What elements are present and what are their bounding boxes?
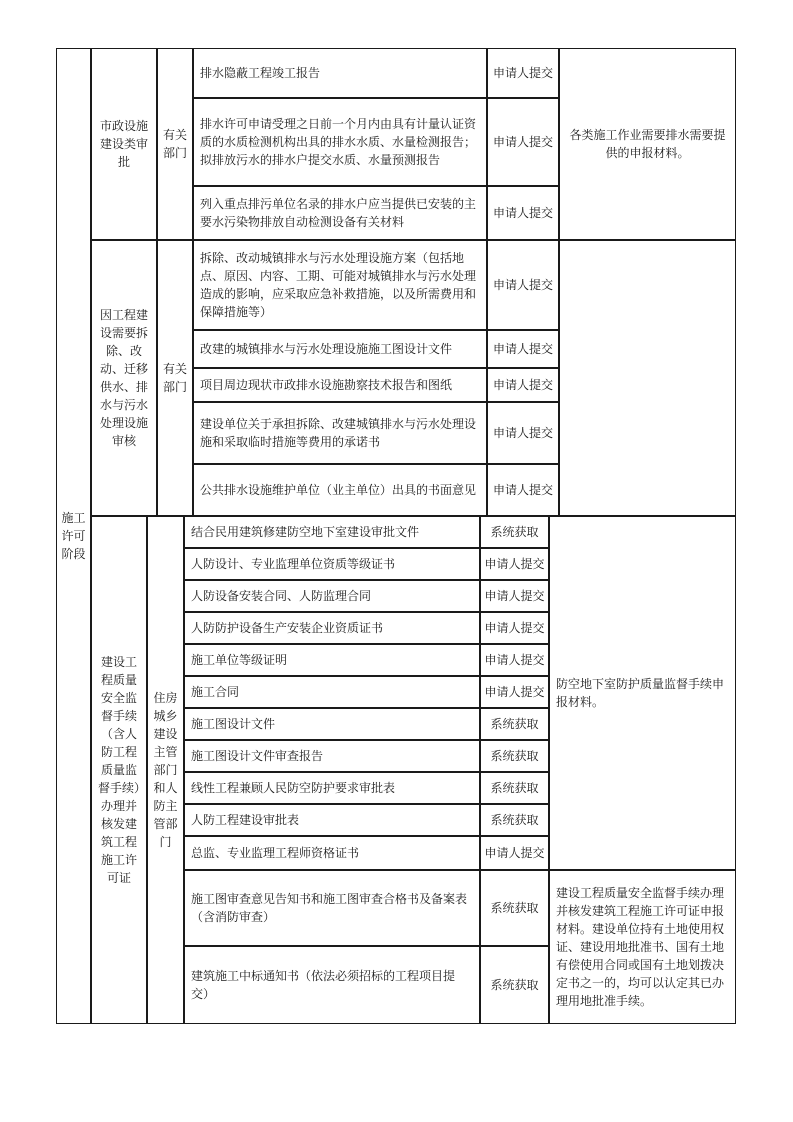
material-cell: 人防防护设备生产安装企业资质证书 bbox=[184, 612, 480, 644]
department-cell: 有关部门 bbox=[157, 48, 193, 240]
source-cell: 申请人提交 bbox=[480, 548, 549, 580]
material-cell: 建设单位关于承担拆除、改建城镇排水与污水处理设施和采取临时措施等费用的承诺书 bbox=[193, 402, 487, 464]
material-cell: 线性工程兼顾人民防空防护要求审批表 bbox=[184, 772, 480, 804]
material-cell: 公共排水设施维护单位（业主单位）出具的书面意见 bbox=[193, 464, 487, 516]
source-cell: 申请人提交 bbox=[487, 48, 559, 98]
source-cell: 申请人提交 bbox=[487, 464, 559, 516]
item-cell: 因工程建设需要拆除、改动、迁移供水、排水与污水处理设施审核 bbox=[91, 240, 157, 516]
material-cell: 排水许可申请受理之日前一个月内由具有计量认证资质的水质检测机构出具的排水水质、水量检测报告；拟排放污水的排水户提交水质、水量预测报告 bbox=[193, 98, 487, 186]
material-cell: 施工图设计文件审查报告 bbox=[184, 740, 480, 772]
material-cell: 总监、专业监理工程师资格证书 bbox=[184, 836, 480, 870]
source-cell: 申请人提交 bbox=[480, 644, 549, 676]
material-cell: 建筑施工中标通知书（依法必须招标的工程项目提交） bbox=[184, 946, 480, 1024]
source-cell: 系统获取 bbox=[480, 870, 549, 946]
material-cell: 人防设备安装合同、人防监理合同 bbox=[184, 580, 480, 612]
source-cell: 系统获取 bbox=[480, 804, 549, 836]
material-cell: 拆除、改动城镇排水与污水处理设施方案（包括地点、原因、内容、工期、可能对城镇排水与污水处理造成的影响，应采取应急补救措施，以及所需费用和保障措施等） bbox=[193, 240, 487, 330]
stage-cell bbox=[56, 48, 91, 1024]
department-cell: 住房城乡建设主管部门和人防主管部门 bbox=[147, 516, 184, 1024]
material-cell: 施工单位等级证明 bbox=[184, 644, 480, 676]
material-cell: 施工图审查意见告知书和施工图审查合格书及备案表（含消防审查） bbox=[184, 870, 480, 946]
material-cell: 人防设计、专业监理单位资质等级证书 bbox=[184, 548, 480, 580]
material-cell: 排水隐蔽工程竣工报告 bbox=[193, 48, 487, 98]
note-cell: 各类施工作业需要排水需要提供的申报材料。 bbox=[559, 48, 736, 240]
source-cell: 申请人提交 bbox=[480, 836, 549, 870]
note-cell-2: 建设工程质量安全监督手续办理并核发建筑工程施工许可证申报材料。建设单位持有土地使用权证、建设用地批准书、国有土地有偿使用合同或国有土地划拨决定书之一的，均可以认定其已办理用地批准手续。 bbox=[549, 870, 736, 1024]
note-cell: 防空地下室防护质量监督手续申报材料。 bbox=[549, 516, 736, 870]
source-cell: 申请人提交 bbox=[480, 580, 549, 612]
source-cell: 申请人提交 bbox=[487, 330, 559, 368]
source-cell: 申请人提交 bbox=[487, 240, 559, 330]
source-cell: 系统获取 bbox=[480, 516, 549, 548]
source-cell: 系统获取 bbox=[480, 708, 549, 740]
approval-materials-table bbox=[56, 48, 736, 1024]
material-cell: 项目周边现状市政排水设施勘察技术报告和图纸 bbox=[193, 368, 487, 402]
source-cell: 申请人提交 bbox=[480, 612, 549, 644]
source-cell: 申请人提交 bbox=[480, 676, 549, 708]
material-cell: 施工图设计文件 bbox=[184, 708, 480, 740]
item-cell: 建设工程质量安全监督手续（含人防工程质量监督手续）办理并核发建筑工程施工许可证 bbox=[91, 516, 147, 1024]
source-cell: 申请人提交 bbox=[487, 368, 559, 402]
material-cell: 列入重点排污单位名录的排水户应当提供已安装的主要水污染物排放自动检测设备有关材料 bbox=[193, 186, 487, 240]
material-cell: 施工合同 bbox=[184, 676, 480, 708]
stage-label: 施工许可阶段 bbox=[61, 511, 86, 561]
source-cell: 申请人提交 bbox=[487, 402, 559, 464]
material-cell: 人防工程建设审批表 bbox=[184, 804, 480, 836]
item-cell: 市政设施建设类审批 bbox=[91, 48, 157, 240]
department-cell: 有关部门 bbox=[157, 240, 193, 516]
material-cell: 结合民用建筑修建防空地下室建设审批文件 bbox=[184, 516, 480, 548]
source-cell: 申请人提交 bbox=[487, 186, 559, 240]
source-cell: 系统获取 bbox=[480, 772, 549, 804]
source-cell: 申请人提交 bbox=[487, 98, 559, 186]
material-cell: 改建的城镇排水与污水处理设施施工图设计文件 bbox=[193, 330, 487, 368]
note-cell bbox=[559, 240, 736, 516]
source-cell: 系统获取 bbox=[480, 740, 549, 772]
source-cell: 系统获取 bbox=[480, 946, 549, 1024]
